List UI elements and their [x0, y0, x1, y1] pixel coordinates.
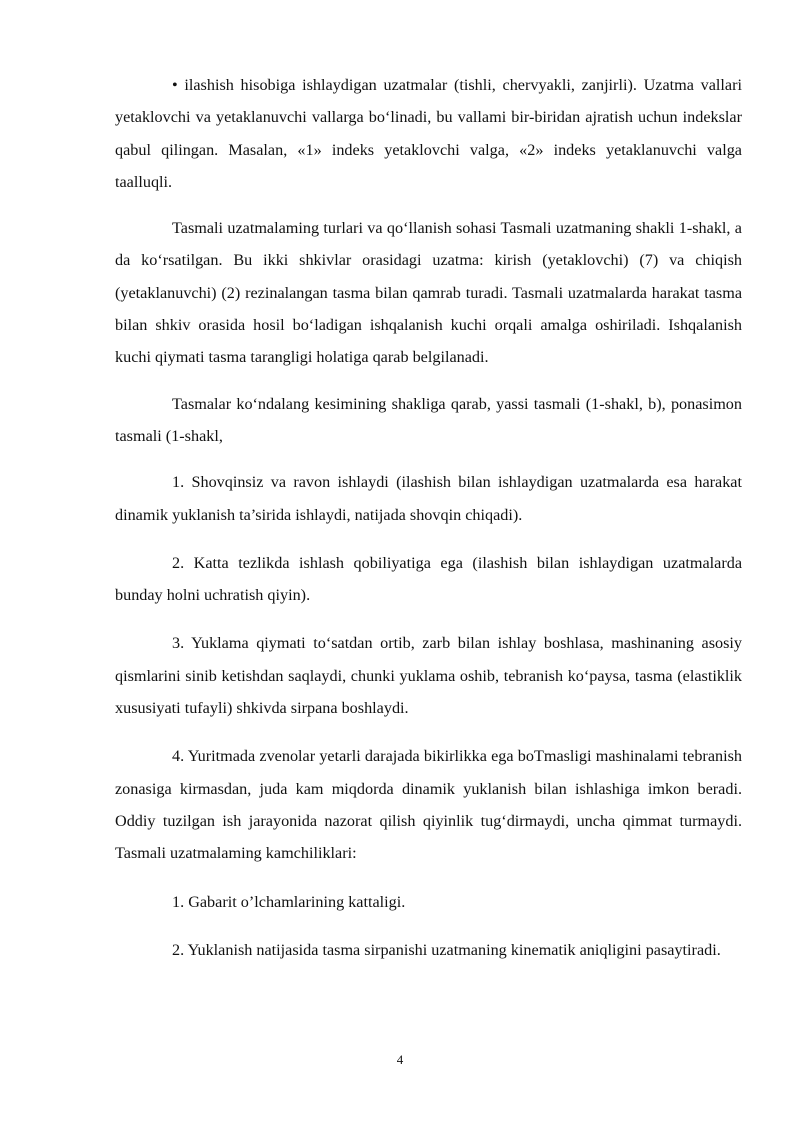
- body-text: [115, 69, 742, 966]
- list-item-drawback-1: 1. Gabarit o’lchamlarining kattaligi.: [172, 892, 406, 911]
- paragraph-belt-cross-section: Tasmalar ko‘ndalang kesimining shakliga qarab, yassi tasmali (1-shakl, b), ponasimon tasmali (1-shakl,: [115, 394, 742, 445]
- list-item-advantage-1: 1. Shovqinsiz va ravon ishlaydi (ilashish bilan ishlaydigan uzatmalarda esa harakat dinamik yuklanish ta’sirida ishlaydi, natijada shovqin chiqadi).: [115, 473, 742, 524]
- list-item-drawback-2: 2. Yuklanish natijasida tasma sirpanishi uzatmaning kinematik aniqligini pasaytiradi.: [172, 940, 721, 959]
- page-number: 4: [396, 1052, 404, 1067]
- list-item-advantage-3: 3. Yuklama qiymati to‘satdan ortib, zarb bilan ishlay boshlasa, mashinaning asosiy qismlarini sinib ketishdan saqlaydi, chunki yuklama oshib, tebranish ko‘paysa, tasma (elastiklik xususiyati tufayli) shkivda sirpana boshlaydi.: [115, 634, 742, 718]
- paragraph-gear-drives: • ilashish hisobiga ishlaydigan uzatmalar (tishli, chervyakli, zanjirli). Uzatma vallari yetaklovchi va yetaklanuvchi vallarga bo‘linadi, bu vallami bir-biridan ajratish uchun indekslar qabul qilingan. Masalan, «1» indeks yetaklovchi valga, «2» indeks yetaklanuvchi valga taalluqli.: [115, 76, 742, 191]
- paragraph-belt-drive-types: Tasmali uzatmalaming turlari va qo‘llanish sohasi Tasmali uzatmaning shakli 1-shakl, a da ko‘rsatilgan. Bu ikki shkivlar orasidagi uzatma: kirish (yetaklovchi) (7) va chiqish (yetaklanuvchi) (2) rezinalangan tasma bilan qamrab turadi. Tasmali uzatmalarda harakat tasma bilan shkiv orasida hosil bo‘ladigan ishqalanish kuchi orqali amalga oshiriladi. Ishqalanish kuchi qiymati tasma tarangligi holatiga qarab belgilanadi.: [115, 219, 742, 367]
- list-item-advantage-4: 4. Yuritmada zvenolar yetarli darajada bikirlikka ega boTmasligi mashinalami tebranish zonasiga kirmasdan, juda kam miqdorda dinamik yuklanish bilan ishlashiga imkon beradi. Oddiy tuzilgan ish jarayonida nazorat qilish qiyinlik tug‘dirmaydi, uncha qimmat turmaydi. Tasmali uzatmalaming kamchiliklari:: [115, 747, 742, 863]
- list-item-advantage-2: 2. Katta tezlikda ishlash qobiliyatiga ega (ilashish bilan ishlaydigan uzatmalarda bunday holni uchratish qiyin).: [115, 553, 742, 605]
